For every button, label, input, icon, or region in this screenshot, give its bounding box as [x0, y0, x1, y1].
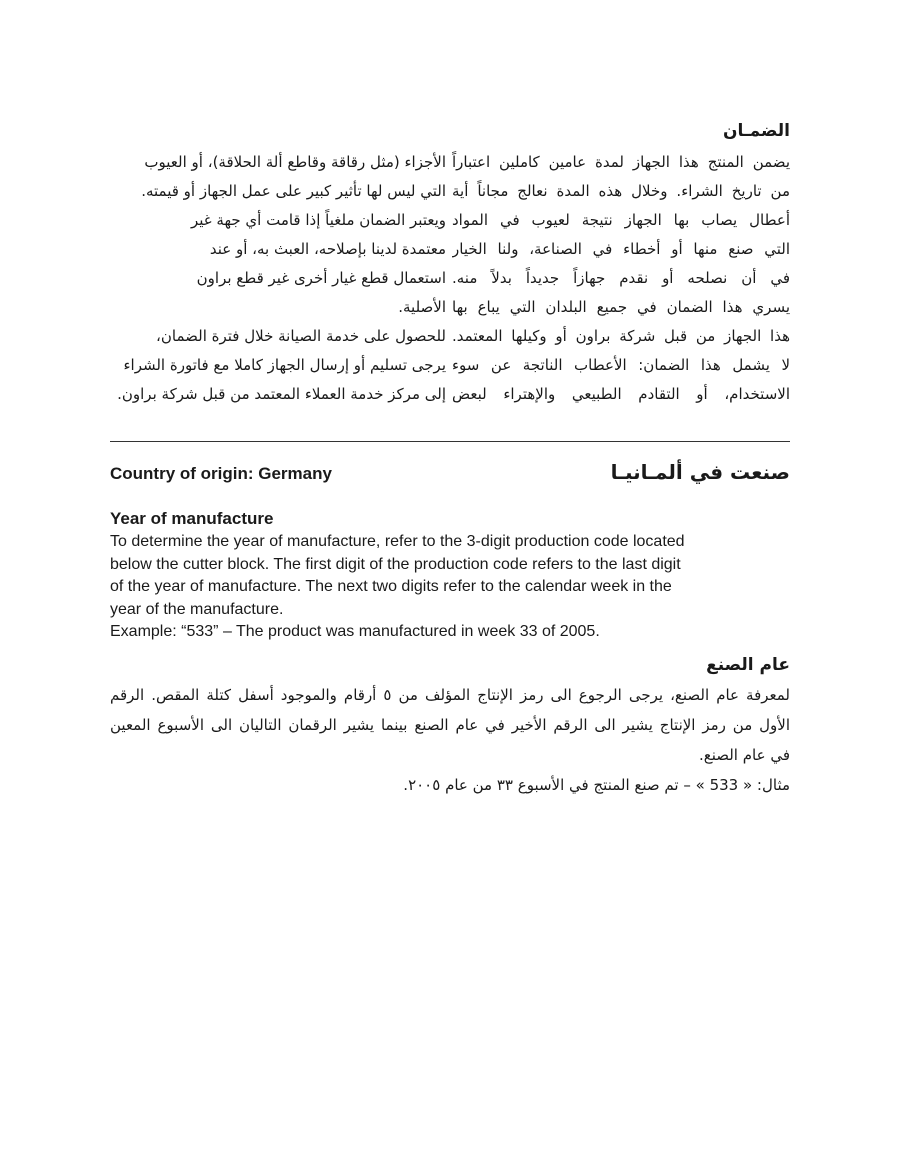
warranty-right-line: يسري هذا الضمان في جميع البلدان التي يباع بها [452, 298, 790, 316]
warranty-left-line: إلى مركز خدمة العملاء المعتمد من قبل شركة براون. [117, 385, 446, 403]
warranty-left-line: الأصلية. [398, 298, 446, 316]
warranty-right-line: في أن نصلحه أو نقدم جهازاً جديداً بدلاً منه. [452, 269, 790, 287]
warranty-right-line: التي صنع منها أو أخطاء في الصناعة، ولنا الخيار [452, 240, 790, 258]
warranty-right-line: لا يشمل هذا الضمان: الأعطاب الناتجة عن سوء [452, 356, 790, 374]
year-of-manufacture-line: below the cutter block. The first digit of the production code refers to the last digit [110, 555, 681, 573]
warranty-left-line: ويعتبر الضمان ملغياً إذا قامت أي جهة غير [191, 211, 446, 229]
arabic-year-of-manufacture-body [110, 680, 790, 800]
warranty-title: الضمـان [722, 121, 790, 141]
arabic-year-line: الأول من رمز الإنتاج يشير الى الرقم الأخير في عام الصنع بينما يشير الرقمان التاليان الى الأسبوع المعين [110, 716, 790, 734]
year-of-manufacture-example: Example: “533” – The product was manufactured in week 33 of 2005. [110, 623, 600, 640]
arabic-year-line: في عام الصنع. [698, 746, 790, 764]
year-of-manufacture-title: Year of manufacture [110, 509, 274, 528]
year-of-manufacture-line: of the year of manufacture. The next two digits refer to the calendar week in the [110, 578, 672, 595]
section-divider [110, 441, 790, 442]
warranty-right-line: أعطال يصاب بها الجهاز نتيجة لعيوب في المواد [452, 211, 790, 229]
warranty-right-line: الاستخدام، أو التقادم الطبيعي والإهتراء لبعض [452, 385, 790, 403]
arabic-year-example: مثال: « 533 » – تم صنع المنتج في الأسبوع ٣٣ من عام ٢٠٠٥. [403, 776, 790, 794]
warranty-left-line: التي ليس لها تأثير كبير على عمل الجهاز أو قيمته. [141, 182, 446, 200]
warranty-column-left [110, 148, 446, 409]
year-of-manufacture-line: To determine the year of manufacture, refer to the 3-digit production code located [110, 533, 685, 550]
year-of-manufacture-line: year of the manufacture. [110, 600, 284, 618]
warranty-left-line: الأجزاء (مثل رقاقة وقاطع ألة الحلاقة)، أو العيوب [144, 153, 446, 171]
warranty-left-line: استعمال قطع غيار أخرى غير قطع براون [196, 269, 446, 287]
country-of-origin-english: Country of origin: Germany [110, 464, 332, 483]
warranty-right-line: هذا الجهاز من قبل شركة براون أو وكيلها المعتمد. [452, 327, 790, 345]
warranty-left-line: للحصول على خدمة الصيانة خلال فترة الضمان، [156, 327, 446, 345]
warranty-left-line: معتمدة لدينا بإصلاحه، العبث به، أو عند [209, 240, 446, 258]
arabic-year-line: لمعرفة عام الصنع، يرجى الرجوع الى رمز الإنتاج المؤلف من ٥ أرقام والموجود أسفل كتلة المقص. الرقم [110, 686, 790, 704]
warranty-right-line: يضمن المنتج هذا الجهاز لمدة عامين كاملين اعتباراً [452, 153, 790, 171]
warranty-left-line: يرجى تسليم أو إرسال الجهاز كاملا مع فاتورة الشراء [123, 356, 446, 374]
warranty-column-right [452, 148, 790, 409]
warranty-right-line: من تاريخ الشراء. وخلال هذه المدة نعالج مجاناً أية [452, 182, 790, 200]
country-of-origin-arabic: صنعت في ألمـانيـا [610, 460, 790, 484]
year-of-manufacture-body [110, 531, 790, 644]
arabic-year-of-manufacture-title: عام الصنع [706, 655, 790, 675]
